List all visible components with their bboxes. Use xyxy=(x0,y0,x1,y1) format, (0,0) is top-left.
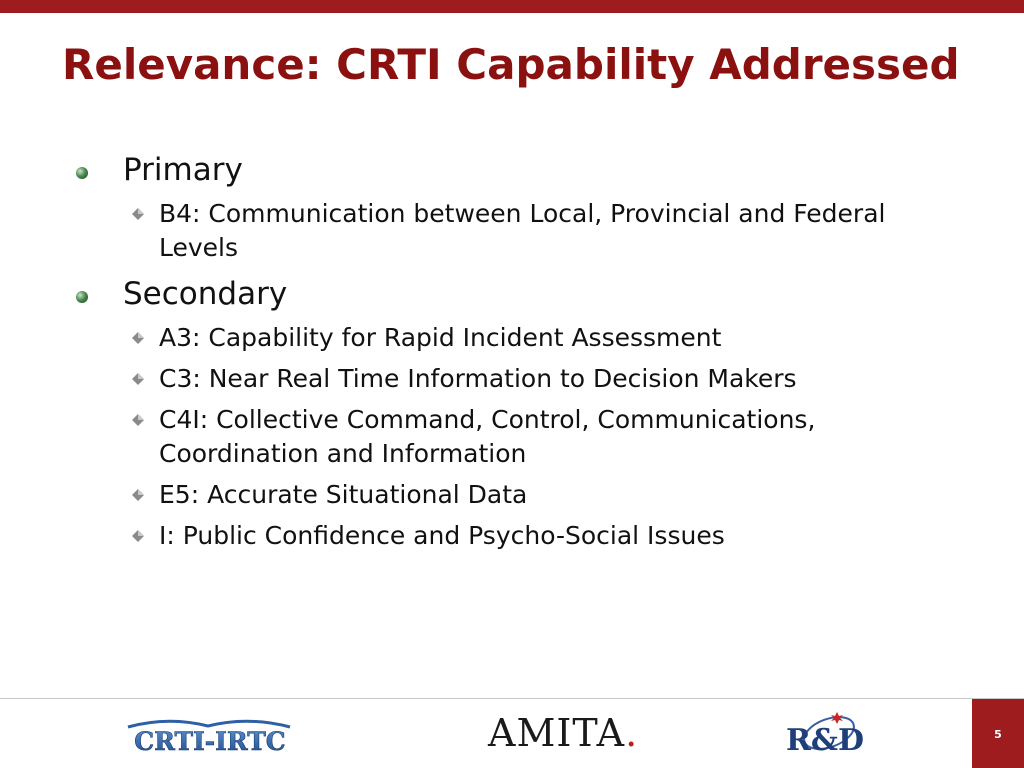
list-item: E5: Accurate Situational Data xyxy=(159,480,528,509)
list-item: C4I: Collective Command, Control, Communications, Coordination and Information xyxy=(159,405,816,468)
list-item: C3: Near Real Time Information to Decision Makers xyxy=(159,364,797,393)
list-item: A3: Capability for Rapid Incident Assessment xyxy=(159,323,722,352)
footer-divider xyxy=(0,698,1024,699)
amita-logo-dot: . xyxy=(625,711,639,755)
section-heading-primary: Primary xyxy=(123,152,243,188)
diamond-bullet-icon xyxy=(132,373,144,385)
diamond-bullet-icon xyxy=(132,332,144,344)
sphere-bullet-icon xyxy=(76,167,88,179)
diamond-bullet-icon xyxy=(132,208,144,220)
crti-irtc-logo xyxy=(108,718,313,754)
section-heading-secondary: Secondary xyxy=(123,276,288,312)
diamond-bullet-icon xyxy=(132,489,144,501)
sphere-bullet-icon xyxy=(76,291,88,303)
list-item: I: Public Confidence and Psycho-Social Issues xyxy=(159,521,725,550)
top-accent-bar xyxy=(0,0,1024,13)
page-number: 5 xyxy=(994,728,1002,741)
crti-logo-text: CRTI-IRTC xyxy=(134,727,286,756)
rd-logo-text: R&D xyxy=(785,723,865,758)
rd-logo xyxy=(785,708,865,760)
list-item: B4: Communication between Local, Provincial and Federal Levels xyxy=(159,199,886,262)
diamond-bullet-icon xyxy=(132,530,144,542)
slide-title: Relevance: CRTI Capability Addressed xyxy=(62,40,960,89)
amita-logo xyxy=(488,710,639,756)
amita-logo-text: AMITA xyxy=(488,711,626,755)
diamond-bullet-icon xyxy=(132,414,144,426)
